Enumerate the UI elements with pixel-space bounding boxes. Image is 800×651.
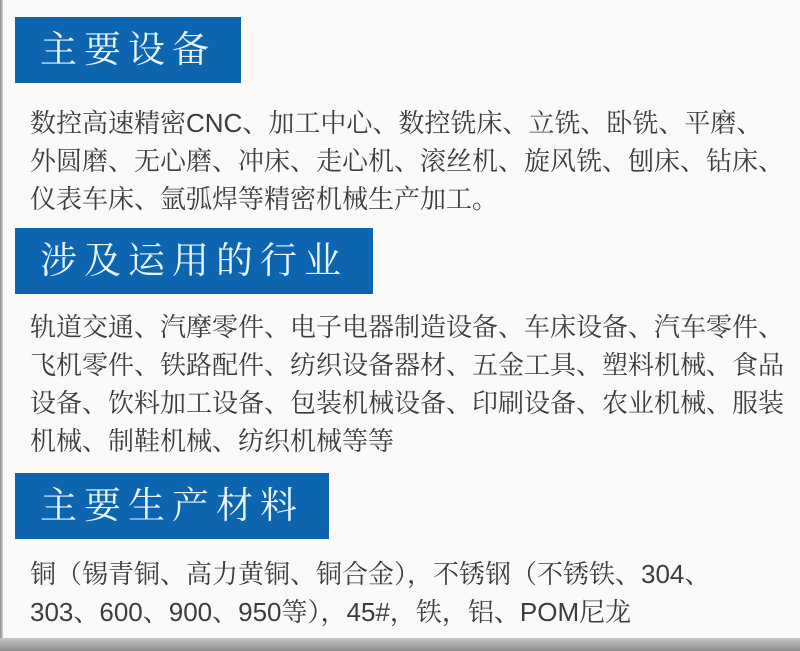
paragraph-main-equipment	[30, 104, 800, 218]
text-line: 303、600、900、950等），45#，铁，铝、POM尼龙	[30, 597, 632, 627]
text-line: 飞机零件、铁路配件、纺织设备器材、五金工具、塑料机械、食品	[30, 350, 785, 380]
section-materials	[0, 460, 800, 631]
text-line: 设备、饮料加工设备、包装机械设备、印刷设备、农业机械、服装	[30, 388, 785, 418]
bottom-photo-edge	[0, 638, 800, 651]
heading-main-equipment: 主要设备	[15, 17, 241, 83]
text-line: 数控高速精密CNC、加工中心、数控铣床、立铣、卧铣、平磨、	[30, 108, 763, 138]
text-line: 铜（锡青铜、高力黄铜、铜合金），不锈钢（不锈铁、304、	[30, 559, 711, 589]
text-line: 机械、制鞋机械、纺织机械等等	[30, 426, 395, 456]
heading-industries: 涉及运用的行业	[15, 228, 373, 294]
text-line: 外圆磨、无心磨、冲床、走心机、滚丝机、旋风铣、刨床、钻床、	[30, 146, 785, 176]
paragraph-industries	[30, 308, 800, 460]
heading-materials: 主要生产材料	[15, 473, 329, 539]
text-line: 仪表车床、氩弧焊等精密机械生产加工。	[30, 184, 499, 214]
paragraph-materials	[30, 555, 800, 631]
section-industries	[0, 218, 800, 460]
text-line: 轨道交通、汽摩零件、电子电器制造设备、车床设备、汽车零件、	[30, 312, 785, 342]
section-main-equipment	[0, 0, 800, 218]
left-edge-line	[0, 0, 3, 651]
